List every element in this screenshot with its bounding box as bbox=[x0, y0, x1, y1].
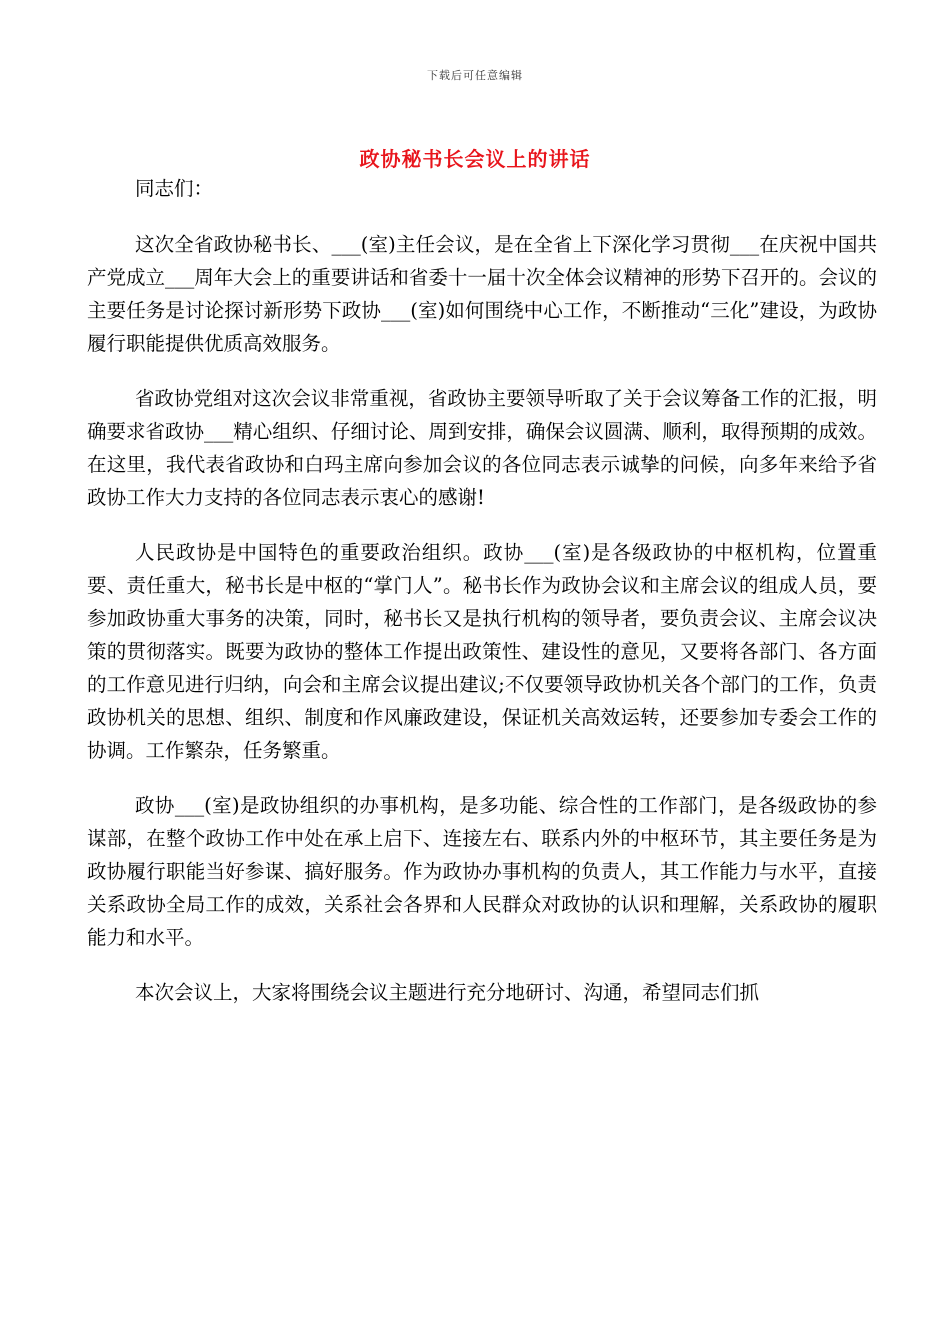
document-body bbox=[87, 172, 877, 1009]
paragraph-5: 本次会议上，大家将围绕会议主题进行充分地研讨、沟通，希望同志们抓 bbox=[135, 981, 760, 1004]
header-note: 下载后可任意编辑 bbox=[427, 69, 523, 82]
paragraph-3: 人民政协是中国特色的重要政治组织。政协___(室)是各级政协的中枢机构，位置重要、责任重大，秘书长是中枢的“掌门人”。秘书长作为政协会议和主席会议的组成人员，要参加政协重大事务的决策，同时，秘书长又是执行机构的领导者，要负责会议、主席会议决策的贯彻落实。既要为政协的整体工作提出政策性、建设性的意见，又要将各部门、各方面的工作意见进行归纳，向会和主席会议提出建议;不仅要领导政协机关各个部门的工作，负责政协机关的思想、组织、制度和作风廉政建设，保证机关高效运转，还要参加专委会工作的协调。工作繁杂，任务繁重。 bbox=[87, 541, 877, 762]
document-title: 政协秘书长会议上的讲话 bbox=[359, 147, 591, 171]
paragraph-1: 这次全省政协秘书长、___(室)主任会议，是在全省上下深化学习贯彻___在庆祝中国共产党成立___周年大会上的重要讲话和省委十一届十次全体会议精神的形势下召开的。会议的主要任务是讨论探讨新形势下政协___(室)如何围绕中心工作，不断推动“三化”建设，为政协履行职能提供优质高效服务。 bbox=[87, 233, 877, 355]
paragraph-2: 省政协党组对这次会议非常重视，省政协主要领导听取了关于会议筹备工作的汇报，明确要求省政协___精心组织、仔细讨论、周到安排，确保会议圆满、顺利，取得预期的成效。在这里，我代表省政协和白玛主席向参加会议的各位同志表示诚挚的问候，向多年来给予省政协工作大力支持的各位同志表示衷心的感谢! bbox=[87, 387, 877, 509]
paragraph-4: 政协___(室)是政协组织的办事机构，是多功能、综合性的工作部门，是各级政协的参谋部，在整个政协工作中处在承上启下、连接左右、联系内外的中枢环节，其主要任务是为政协履行职能当好参谋、搞好服务。作为政协办事机构的负责人，其工作能力与水平，直接关系政协全局工作的成效，关系社会各界和人民群众对政协的认识和理解，关系政协的履职能力和水平。 bbox=[87, 794, 877, 949]
salutation: 同志们： bbox=[135, 177, 214, 200]
